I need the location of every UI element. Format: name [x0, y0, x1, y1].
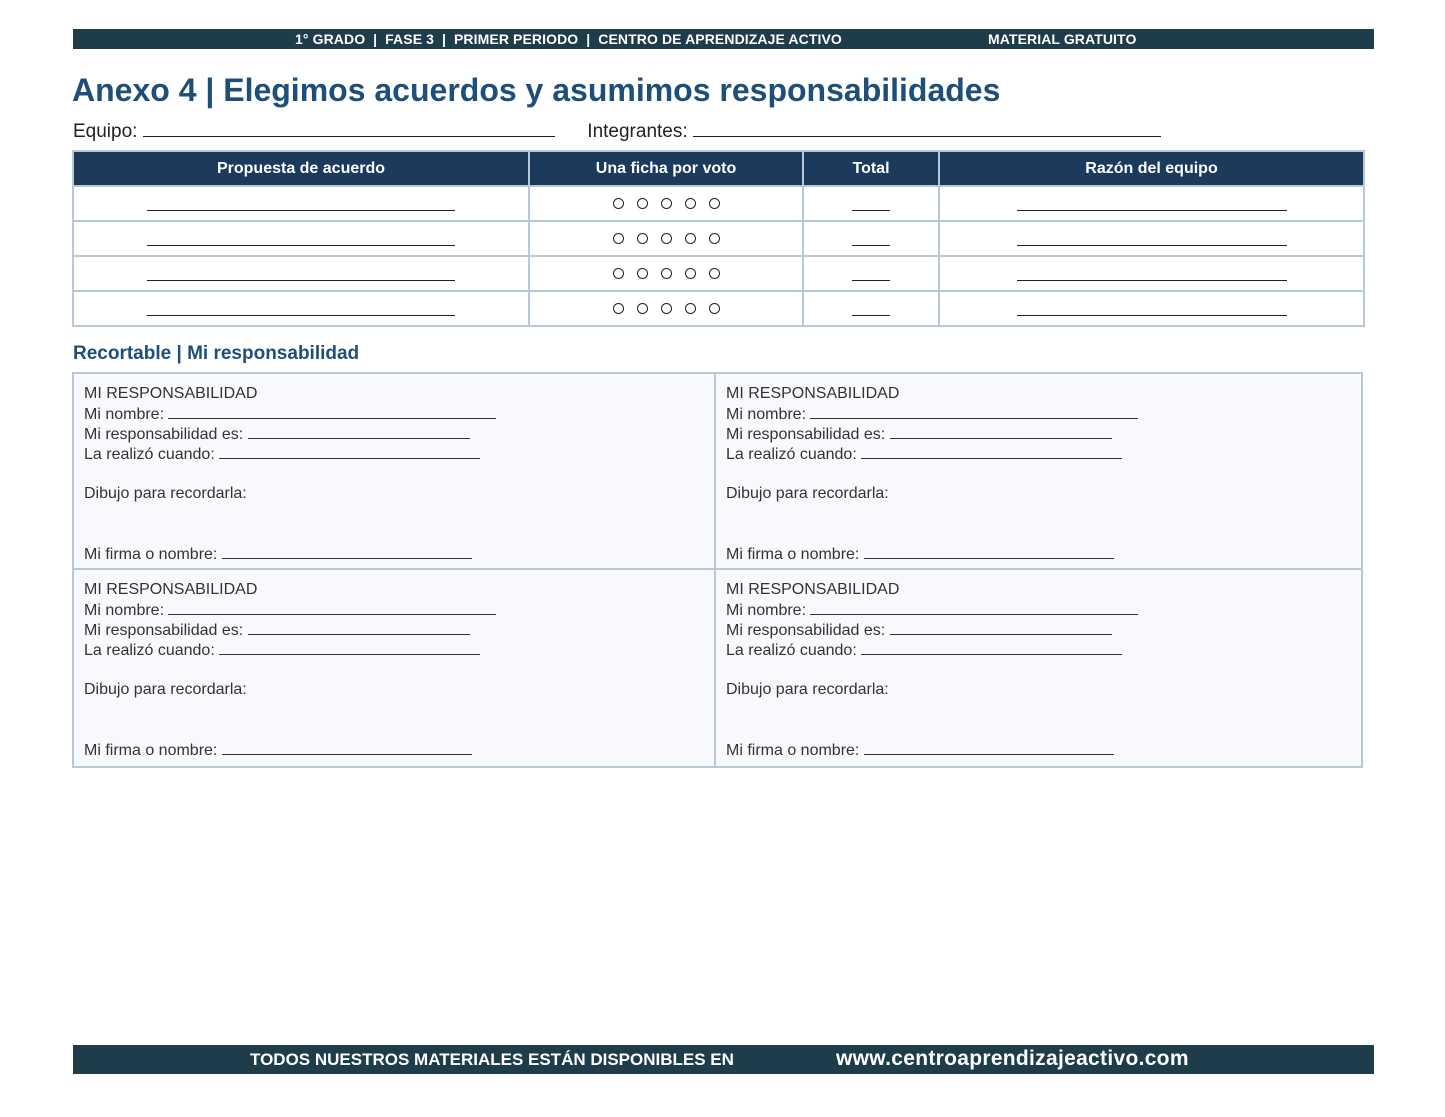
proposal-blank-line[interactable]	[147, 231, 455, 246]
table-body	[73, 186, 1364, 326]
signature-label: Mi firma o nombre:	[726, 742, 860, 759]
name-label: Mi nombre:	[84, 602, 165, 619]
cutout-subtitle: Recortable | Mi responsabilidad	[73, 343, 360, 364]
vote-circle-icon[interactable]	[637, 198, 648, 209]
votes-cell	[529, 256, 803, 291]
card-heading: MI RESPONSABILIDAD	[84, 581, 258, 598]
drawing-label: Dibujo para recordarla:	[84, 485, 247, 502]
name-blank-line[interactable]	[810, 600, 1138, 615]
signature-label: Mi firma o nombre:	[84, 742, 218, 759]
name-row	[726, 404, 1138, 424]
footer-text: TODOS NUESTROS MATERIALES ESTÁN DISPONIBLES EN	[250, 1050, 734, 1069]
vote-circle-icon[interactable]	[685, 268, 696, 279]
signature-blank-line[interactable]	[222, 740, 472, 755]
signature-row	[726, 544, 1114, 565]
proposal-cell[interactable]	[73, 186, 529, 221]
name-label: Mi nombre:	[726, 406, 807, 423]
vote-circle-icon[interactable]	[709, 268, 720, 279]
signature-row	[84, 740, 472, 761]
total-blank-line[interactable]	[852, 231, 890, 246]
card-content	[84, 384, 496, 504]
footer-bar	[73, 1045, 1374, 1074]
done-label: La realizó cuando:	[726, 642, 857, 659]
responsibility-label: Mi responsabilidad es:	[726, 622, 886, 639]
signature-blank-line[interactable]	[864, 544, 1114, 559]
done-label: La realizó cuando:	[84, 642, 215, 659]
done-blank-line[interactable]	[219, 640, 480, 655]
name-blank-line[interactable]	[168, 600, 496, 615]
total-cell[interactable]	[803, 221, 939, 256]
reason-cell[interactable]	[939, 256, 1364, 291]
total-cell[interactable]	[803, 291, 939, 326]
signature-blank-line[interactable]	[222, 544, 472, 559]
responsibility-cards	[72, 372, 1363, 768]
reason-cell[interactable]	[939, 291, 1364, 326]
team-fields	[73, 118, 1161, 143]
proposal-blank-line[interactable]	[147, 301, 455, 316]
vote-circles	[613, 303, 720, 314]
vote-circle-icon[interactable]	[613, 303, 624, 314]
total-blank-line[interactable]	[852, 301, 890, 316]
vote-circle-icon[interactable]	[613, 198, 624, 209]
vote-circle-icon[interactable]	[661, 233, 672, 244]
reason-blank-line[interactable]	[1017, 301, 1287, 316]
vote-circle-icon[interactable]	[709, 233, 720, 244]
proposal-cell[interactable]	[73, 291, 529, 326]
column-header-total: Total	[803, 151, 939, 186]
table-row	[73, 291, 1364, 326]
proposal-cell[interactable]	[73, 256, 529, 291]
drawing-label: Dibujo para recordarla:	[726, 485, 889, 502]
table-row	[73, 186, 1364, 221]
name-label: Mi nombre:	[84, 406, 165, 423]
vote-circle-icon[interactable]	[661, 198, 672, 209]
responsibility-row	[726, 620, 1138, 640]
team-label: Equipo:	[73, 121, 138, 142]
vote-circles	[613, 233, 720, 244]
page-title: Anexo 4 | Elegimos acuerdos y asumimos responsabilidades	[72, 72, 1001, 108]
votes-cell	[529, 291, 803, 326]
agreements-table	[72, 150, 1365, 327]
vote-circles	[613, 198, 720, 209]
done-row	[726, 640, 1138, 660]
header-bar	[73, 29, 1374, 49]
vote-circle-icon[interactable]	[637, 268, 648, 279]
responsibility-label: Mi responsabilidad es:	[84, 426, 244, 443]
total-blank-line[interactable]	[852, 196, 890, 211]
done-blank-line[interactable]	[219, 444, 480, 459]
responsibility-row	[726, 424, 1138, 444]
vote-circle-icon[interactable]	[709, 198, 720, 209]
proposal-cell[interactable]	[73, 221, 529, 256]
done-row	[84, 444, 496, 464]
table-row	[73, 221, 1364, 256]
name-blank-line[interactable]	[810, 404, 1138, 419]
responsibility-card	[72, 372, 716, 570]
responsibility-card	[716, 372, 1363, 570]
header-bar-info: 1° GRADO | FASE 3 | PRIMER PERIODO | CENTRO DE APRENDIZAJE ACTIVO	[295, 31, 842, 47]
votes-cell	[529, 186, 803, 221]
header-bar-free-label: MATERIAL GRATUITO	[988, 31, 1137, 47]
responsibility-label: Mi responsabilidad es:	[84, 622, 244, 639]
total-cell[interactable]	[803, 256, 939, 291]
drawing-label: Dibujo para recordarla:	[84, 681, 247, 698]
responsibility-row	[84, 424, 496, 444]
column-header-proposal: Propuesta de acuerdo	[73, 151, 529, 186]
name-row	[726, 600, 1138, 620]
responsibility-label: Mi responsabilidad es:	[726, 426, 886, 443]
signature-row	[726, 740, 1114, 761]
name-blank-line[interactable]	[168, 404, 496, 419]
table-row	[73, 256, 1364, 291]
reason-blank-line[interactable]	[1017, 266, 1287, 281]
signature-blank-line[interactable]	[864, 740, 1114, 755]
proposal-blank-line[interactable]	[147, 196, 455, 211]
responsibility-card	[72, 570, 716, 768]
reason-blank-line[interactable]	[1017, 231, 1287, 246]
done-row	[726, 444, 1138, 464]
signature-row	[84, 544, 472, 565]
vote-circles	[613, 268, 720, 279]
table-header-row	[73, 151, 1364, 186]
column-header-reason: Razón del equipo	[939, 151, 1364, 186]
votes-cell	[529, 221, 803, 256]
vote-circle-icon[interactable]	[661, 268, 672, 279]
responsibility-card	[716, 570, 1363, 768]
vote-circle-icon[interactable]	[661, 303, 672, 314]
responsibility-row	[84, 620, 496, 640]
responsibility-blank-line[interactable]	[890, 620, 1112, 635]
card-heading: MI RESPONSABILIDAD	[84, 385, 258, 402]
responsibility-blank-line[interactable]	[248, 424, 470, 439]
footer-url-link[interactable]: www.centroaprendizajeactivo.com	[836, 1047, 1189, 1070]
card-heading: MI RESPONSABILIDAD	[726, 385, 900, 402]
reason-cell[interactable]	[939, 221, 1364, 256]
signature-label: Mi firma o nombre:	[84, 546, 218, 563]
vote-circle-icon[interactable]	[613, 268, 624, 279]
vote-circle-icon[interactable]	[637, 233, 648, 244]
responsibility-blank-line[interactable]	[890, 424, 1112, 439]
reason-blank-line[interactable]	[1017, 196, 1287, 211]
name-row	[84, 404, 496, 424]
column-header-votes: Una ficha por voto	[529, 151, 803, 186]
card-content	[726, 580, 1138, 700]
vote-circle-icon[interactable]	[637, 303, 648, 314]
card-content	[84, 580, 496, 700]
done-label: La realizó cuando:	[726, 446, 857, 463]
members-input-line[interactable]	[693, 118, 1161, 137]
done-row	[84, 640, 496, 660]
card-content	[726, 384, 1138, 504]
vote-circle-icon[interactable]	[613, 233, 624, 244]
done-blank-line[interactable]	[861, 444, 1122, 459]
name-label: Mi nombre:	[726, 602, 807, 619]
members-label: Integrantes:	[587, 121, 688, 142]
card-heading: MI RESPONSABILIDAD	[726, 581, 900, 598]
name-row	[84, 600, 496, 620]
proposal-blank-line[interactable]	[147, 266, 455, 281]
vote-circle-icon[interactable]	[709, 303, 720, 314]
vote-circle-icon[interactable]	[685, 198, 696, 209]
drawing-label: Dibujo para recordarla:	[726, 681, 889, 698]
done-label: La realizó cuando:	[84, 446, 215, 463]
total-blank-line[interactable]	[852, 266, 890, 281]
vote-circle-icon[interactable]	[685, 233, 696, 244]
reason-cell[interactable]	[939, 186, 1364, 221]
team-input-line[interactable]	[143, 118, 555, 137]
total-cell[interactable]	[803, 186, 939, 221]
responsibility-blank-line[interactable]	[248, 620, 470, 635]
done-blank-line[interactable]	[861, 640, 1122, 655]
vote-circle-icon[interactable]	[685, 303, 696, 314]
signature-label: Mi firma o nombre:	[726, 546, 860, 563]
